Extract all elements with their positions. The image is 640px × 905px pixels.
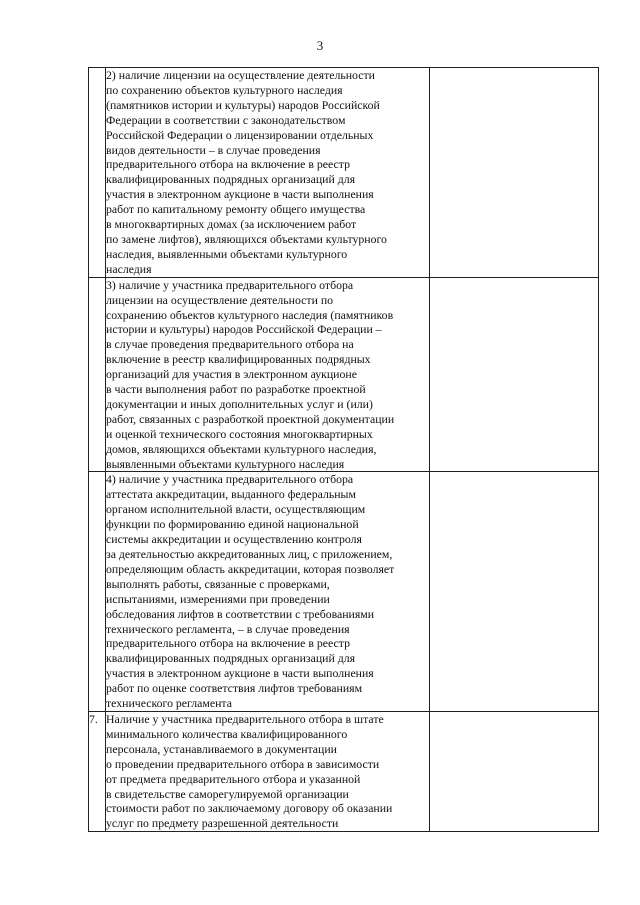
text-line: за деятельностью аккредитованных лиц, с приложением, <box>106 547 393 561</box>
text-line: Федерации в соответствии с законодательством <box>106 112 346 127</box>
text-line: по замене лифтов), являющихся объектами культурного <box>106 231 387 246</box>
table-row <box>89 277 599 472</box>
text-line: персонала, устанавливаемого в документации <box>106 741 337 756</box>
text-line: квалифицированных подрядных организаций для <box>106 172 356 187</box>
text-line: определяющим область аккредитации, которая позволяет <box>106 561 395 576</box>
text-line: организаций для участия в электронном аукционе <box>106 367 357 382</box>
text-line: предварительного отбора на включение в реестр <box>106 636 350 651</box>
text-line: по сохранению объектов культурного наследия <box>106 82 343 97</box>
text-line: Наличие у участника предварительного отбора в штате <box>106 711 384 726</box>
text-line: истории и культуры) народов Российской Федерации – <box>106 322 382 337</box>
text-line: в многоквартирных домах (за исключением работ <box>106 217 357 232</box>
row-number-cell: 7. <box>89 711 106 831</box>
text-line: предварительного отбора на включение в реестр <box>106 157 350 172</box>
text-line: сохранению объектов культурного наследия (памятников <box>106 307 394 322</box>
text-line: услуг по предмету разрешенной деятельности <box>106 816 339 831</box>
table-row <box>89 472 599 712</box>
text-line: системы аккредитации и осуществлению контроля <box>106 532 362 547</box>
text-line: документации и иных дополнительных услуг и (или) <box>106 396 373 411</box>
text-line: технического регламента, – в случае проведения <box>106 621 350 636</box>
text-line: о проведении предварительного отбора в зависимости <box>106 756 380 771</box>
text-line: 4) наличие у участника предварительного отбора <box>106 472 354 487</box>
table-row <box>89 68 599 278</box>
text-line: работ по капитальному ремонту общего имущества <box>106 202 366 217</box>
text-line: Российской Федерации о лицензировании отдельных <box>106 127 374 142</box>
row-number-cell <box>89 472 106 712</box>
requirements-table <box>88 67 599 832</box>
text-line: видов деятельности – в случае проведения <box>106 142 321 157</box>
requirement-text-cell <box>106 277 430 472</box>
text-line: выполнять работы, связанные с проверками, <box>106 576 330 591</box>
text-line: наследия, выявленными объектами культурного <box>106 246 348 261</box>
blank-cell <box>429 472 598 712</box>
text-line: выявленными объектами культурного наследия <box>106 456 345 471</box>
text-line: функции по формированию единой национальной <box>106 517 359 532</box>
table-row <box>89 711 599 831</box>
page-number: 3 <box>316 38 324 53</box>
text-line: 2) наличие лицензии на осуществление деятельности <box>106 68 375 82</box>
text-line: участия в электронном аукционе в части выполнения <box>106 187 374 202</box>
text-line: (памятников истории и культуры) народов Российской <box>106 97 380 112</box>
requirement-text-cell <box>106 711 430 831</box>
text-line: домов, являющихся объектами культурного наследия, <box>106 441 377 456</box>
text-line: работ по оценке соответствия лифтов требованиям <box>106 681 363 696</box>
text-line: лицензии на осуществление деятельности по <box>106 292 334 307</box>
blank-cell <box>429 711 598 831</box>
text-line: аттестата аккредитации, выданного федеральным <box>106 487 356 502</box>
text-line: органом исполнительной власти, осуществляющим <box>106 502 366 517</box>
text-line: в случае проведения предварительного отбора на <box>106 337 354 352</box>
text-line: работ, связанных с разработкой проектной документации <box>106 411 395 426</box>
text-line: стоимости работ по заключаемому договору об оказании <box>106 801 393 816</box>
text-line: 3) наличие у участника предварительного отбора <box>106 277 354 292</box>
text-line: минимального количества квалифицированного <box>106 726 348 741</box>
text-line: испытаниями, измерениями при проведении <box>106 591 330 606</box>
row-number-cell <box>89 277 106 472</box>
requirement-text-cell <box>106 472 430 712</box>
text-line: участия в электронном аукционе в части выполнения <box>106 666 374 681</box>
text-line: в части выполнения работ по разработке проектной <box>106 382 366 397</box>
blank-cell <box>429 68 598 278</box>
text-line: наследия <box>106 261 152 276</box>
row-number-cell <box>89 68 106 278</box>
requirements-table-body <box>89 68 599 832</box>
requirement-text-cell <box>106 68 430 278</box>
text-line: квалифицированных подрядных организаций для <box>106 651 356 666</box>
text-line: обследования лифтов в соответствии с требованиями <box>106 606 375 621</box>
text-line: от предмета предварительного отбора и указанной <box>106 771 361 786</box>
blank-cell <box>429 277 598 472</box>
text-line: в свидетельстве саморегулируемой организации <box>106 786 349 801</box>
text-line: и оценкой технического состояния многоквартирных <box>106 426 373 441</box>
text-line: технического регламента <box>106 696 232 711</box>
text-line: включение в реестр квалифицированных подрядных <box>106 352 371 367</box>
